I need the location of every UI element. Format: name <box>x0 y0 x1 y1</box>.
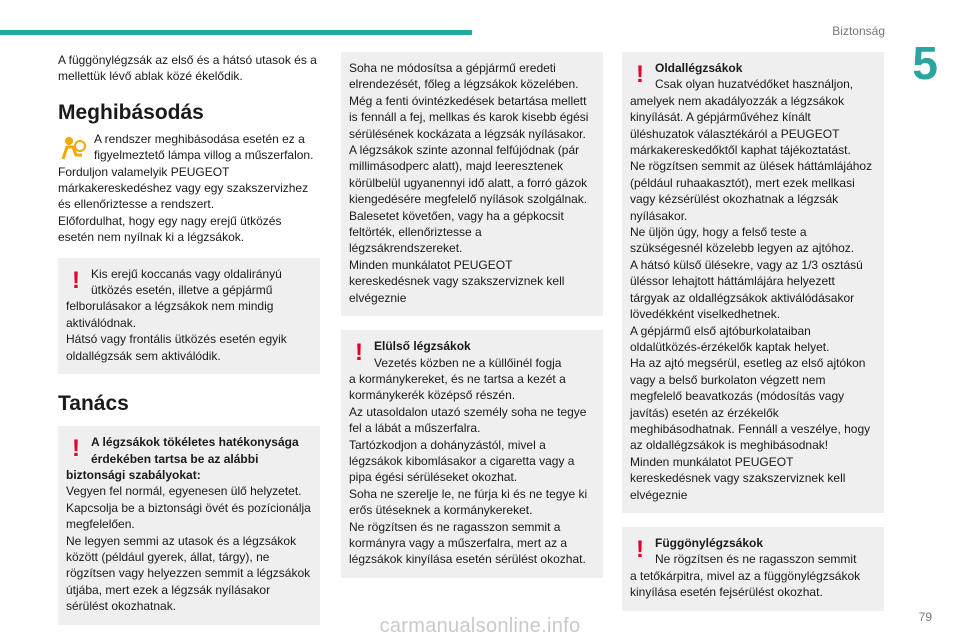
heading-fault: Meghibásodás <box>58 100 204 124</box>
intro-paragraph: A függönylégzsák az első és a hátsó utasok és a mellettük lévő ablak közé ékelődik. <box>58 53 317 84</box>
note-text: Soha ne módosítsa a gépjármű eredeti elrendezését, főleg a légzsákok közelében. Még a fenti óvintézkedések betartása mellett is fennáll a fej, mellkas és karok kisebb égési sérülésének kockázata a légzsák nyílásakor. A légzsákok szinte azonnal felfújódnak (pár millimásodperc alatt), majd leeresztenek körülbelül ugyanennyi idő alatt, a forró gázok kiengedésére megfelelő nyílások szolgálnak. Balesetet követően, vagy ha a gépkocsit feltörték, ellenőriztesse a légzsákrendszereket. Minden munkálatot PEUGEOT kereskedésnek vagy szakszerviznek kell elvégeznie <box>349 61 589 305</box>
fault-lead-text: A rendszer meghibásodása esetén ez a figyelmeztető lámpa villog a műszerfalon. <box>94 131 314 163</box>
chapter-number: 5 <box>912 37 938 89</box>
warning-lead: Vezetés közben ne a küllőinél fogja <box>374 355 562 370</box>
warning-lead: Kis erejű koccanás vagy oldalirányú ütközés esetén, illetve a gépjármű <box>91 266 282 298</box>
column-1 <box>58 52 320 625</box>
warning-lead: A légzsákok tökéletes hatékonysága érdekében tartsa be az alábbi <box>91 435 299 466</box>
warning-box-safety-rules <box>58 426 320 624</box>
exclamation-icon: ! <box>72 435 80 463</box>
fault-info <box>58 131 320 164</box>
warning-lead: Ne rögzítsen és ne ragasszon semmit <box>655 552 857 567</box>
exclamation-icon: ! <box>72 266 80 294</box>
warning-box-front-airbags <box>341 330 603 578</box>
warning-text: Vegyen fel normál, egyenesen ülő helyzetet. Kapcsolja be a biztonsági övét és pozícionálja megfelelően. Ne legyen semmi az utasok és a légzsákok között (például gyerek, állat, tárgy), ne rögzítsen vagy helyezzen semmit a légzsákok útjába, mert ezek a légzsák nyílásakor sérülést okozhatnak. <box>66 484 311 614</box>
section-title: Biztonság <box>832 24 885 38</box>
warning-text: a kormánykereket, és ne tartsa a kezét a kormánykerék középső részén. Az utasoldalon utazó személy soha ne tegye fel a lábát a műszerfalra. Tartózkodjon a dohányzástól, mivel a légzsákok kibomlásakor a cigaretta vagy a pipa égési sérüléseket okozhat. Soha ne szerelje le, ne fúrja ki és ne tegye ki erős ütéseknek a kormánykereket. Ne rögzítsen és ne ragasszon semmit a kormányra vagy a műszerfalra, mert az a légzsákok kinyílása esetén sérülést okozhat. <box>349 371 588 567</box>
warning-text: a tetőkárpitra, mivel az a függönylégzsákok kinyílása esetén fejsérülést okozhat. <box>630 568 861 600</box>
heading-tips: Tanács <box>58 392 129 416</box>
warning-title: Függönylégzsákok <box>655 535 764 550</box>
header-accent-bar <box>0 30 472 35</box>
warning-title: Oldallégzsákok <box>655 61 743 75</box>
note-box-modifications <box>341 52 603 316</box>
column-2 <box>341 52 603 578</box>
page-number: 79 <box>918 610 932 624</box>
warning-title: Elülső légzsákok <box>374 339 471 354</box>
watermark: carmanualsonline.info <box>379 614 581 637</box>
exclamation-icon: ! <box>355 339 363 367</box>
fault-text: Forduljon valamelyik PEUGEOT márkakereskedéshez vagy egy szakszervizhez és ellenőriztesse a rendszert. Előfordulhat, hogy egy nagy erejű ütközés esetén nem nyílnak ki a légzsákok. <box>58 164 309 245</box>
warning-bold-line: biztonsági szabályokat: <box>66 467 201 482</box>
warning-text: felborulásakor a légzsákok nem mindig aktiválódnak. Hátsó vagy frontális ütközés esetén egyik oldallégzsák sem aktiválódik. <box>66 299 287 363</box>
warning-box-side-airbags <box>622 52 884 513</box>
warning-lead: Csak olyan huzatvédőket használjon, <box>655 77 854 92</box>
exclamation-icon: ! <box>636 61 644 88</box>
warning-box-low-impact <box>58 258 320 374</box>
column-3 <box>622 52 884 611</box>
warning-text: amelyek nem akadályozzák a légzsákok kinyílását. A gépjárművéhez kínált üléshuzatok választékáról a PEUGEOT márkakereskedőktől kaphat tájékoztatást. Ne rögzítsen semmit az ülések háttámlájához (például ruhaakasztót), mert ezek mellkasi vagy kézsérülést okozhatnak a légzsák nyílásakor. Ne üljön úgy, hogy a felső teste a szükségesnél közelebb legyen az ajtóhoz. A hátsó külső ülésekre, vagy az 1/3 osztású üléssor lehajtott háttámlájára helyezett tárgyak az oldallégzsákok aktiválódásakor lövedékként viselkedhetnek. A gépjármű első ajtóburkolataiban oldalütközés-érzékelők kaptak helyet. Ha az ajtó megsérül, esetleg az első ajtókon vagy a belső burkolaton végzett nem megfelelő beavatkozás (módosítás vagy javítás) esetén az érzékelők meghibásodhatnak. Fennáll a veszélye, hogy az oldallégzsákok is meghibásodnak! Minden munkálatot PEUGEOT kereskedésnek vagy szakszerviznek kell elvégeznie <box>630 93 873 502</box>
warning-box-curtain-airbags <box>622 527 884 611</box>
airbag-warning-icon <box>58 133 88 163</box>
exclamation-icon: ! <box>636 535 644 563</box>
